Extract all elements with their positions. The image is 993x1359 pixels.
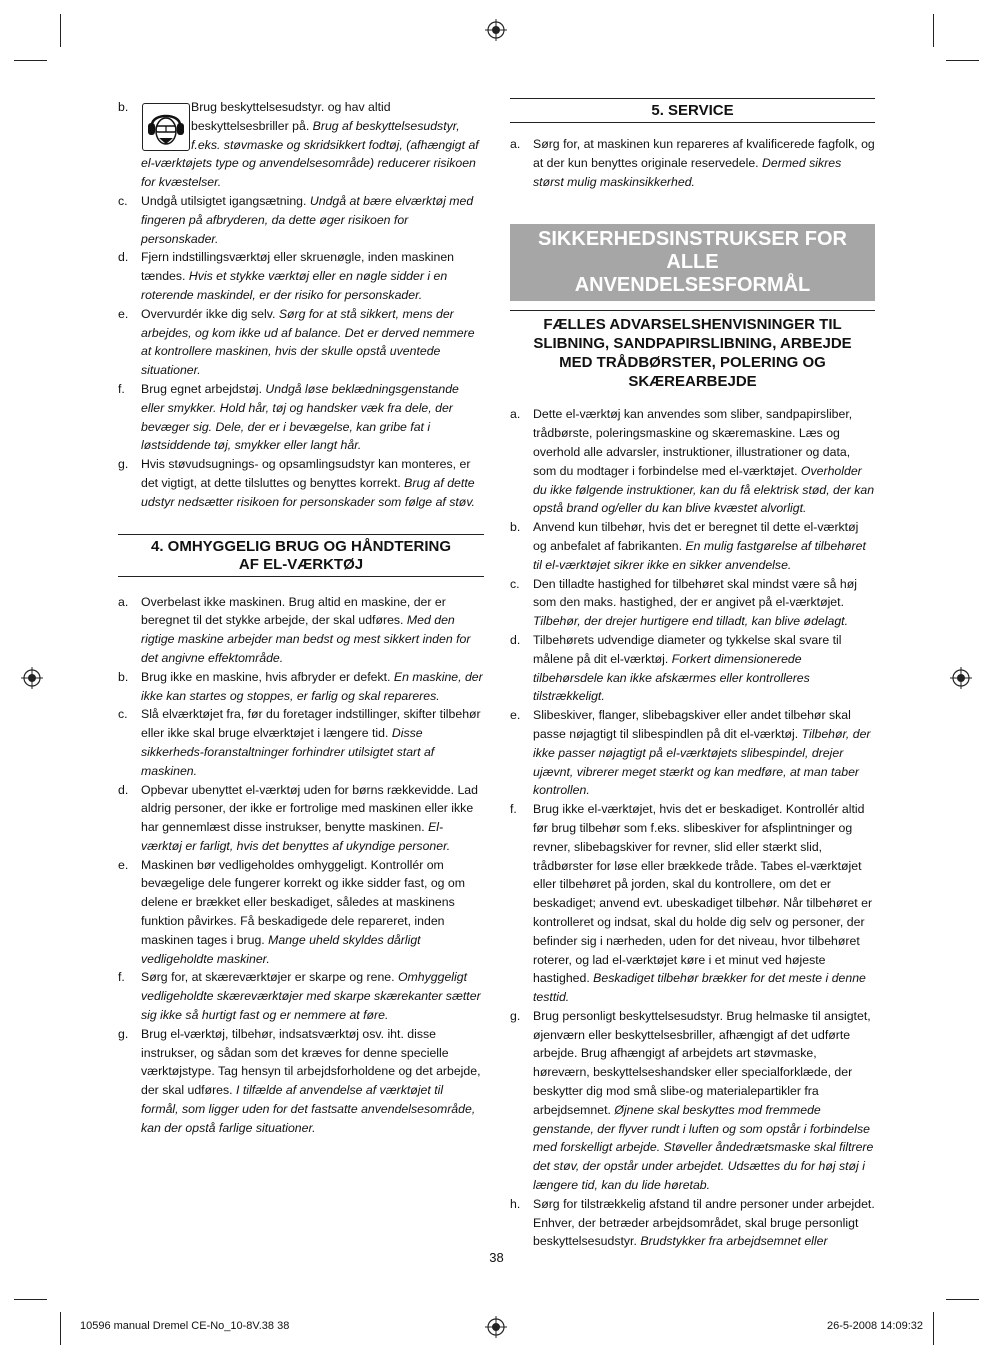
list-item: c. Slå elværktøjet fra, før du foretager indstillinger, skifter tilbehør eller ikke skal bruge elværktøjet i længere tid. Disse sikkerheds-foranstaltninger forhindrer utilsigtet start af maskinen. [118,707,481,778]
registration-mark-icon [485,19,507,41]
section-4-heading: 4. OMHYGGELIG BRUG OG HÅNDTERING AF EL-VÆRKTØJ [118,534,484,577]
list-item: c. Undgå utilsigtet igangsætning. Undgå at bære elværktøj med fingeren på afbryderen, da dette øger risikoen for personskader. [118,193,474,246]
list-item: a. Overbelast ikke maskinen. Brug altid en maskine, der er beregnet til det stykke arbejde, der skal udføres. Med den rigtige maskine arbejder man bedst og mest sikkert inden for det angivne effektområde. [118,594,471,665]
list-item: g. Brug el-værktøj, tilbehør, indsatsværktøj osv. iht. disse instrukser, og sådan som det kræves for denne specielle værktøjstype. Tag hensyn til arbejdsforholdene og det arbejde, der skal udføres. I tilfælde af anvendelse af værktøjet til formål, som ligger uden for det fastsatte anvendelsesområde, kan der opstå farlige situationer. [118,1026,481,1135]
general-warnings-heading: FÆLLES ADVARSELSHENVISNINGER TIL SLIBNING, SANDPAPIRSLIBNING, ARBEJDE MED TRÅDBØRSTER, POLERING OG SKÆREARBEJDE [510,310,875,391]
crop-mark [60,1312,61,1345]
crop-mark [933,1312,934,1345]
list-item: g. Brug personligt beskyttelsesudstyr. Brug helmaske til ansigtet, øjenværn eller beskyttelsesbriller, afhængigt af det udførte arbejde. Brug afhængigt af arbejdets art støvmaske, høreværn, beskyttelseshandsker eller specialforklæde, der beskytter dig mod små slibe-og materialepartikler fra arbejdsemnet. Øjnene skal beskyttes mod fremmede genstande, der flyver rundt i luften og som opstår i forbindelse med forskelligt arbejde. Støveller åndedrætsmaske skal filtrere det støv, der opstår under arbejdet. Udsættes du for høj støj i længere tid, kan du lide høretab. [510,1008,874,1193]
footer-right: 26-5-2008 14:09:32 [826,1320,923,1332]
crop-mark [933,14,934,47]
list-item: d. Opbevar ubenyttet el-værktøj uden for børns rækkevidde. Lad aldrig personer, der ikke er fortrolige med maskinen eller ikke har gennemlæst disse instrukser, benytte maskinen. El-værktøj er farligt, hvis det benyttes af ukyndige personer. [118,782,478,853]
list-item: b. Brug ikke en maskine, hvis afbryder er defekt. En maskine, der ikke kan startes og stoppes, er farlig og skal repareres. [118,669,483,703]
list-item: e. Slibeskiver, flanger, slibebagskiver eller andet tilbehør skal passe nøjagtigt til slibespindlen på dit el-værktøj. Tilbehør, der ikke passer nøjagtigt på el-værktøjets slibespindel, drejer ujævnt, vibrerer meget stærkt og kan medføre, at man taber kontrollen. [510,708,871,798]
list-item: f. Sørg for, at skæreværktøjer er skarpe og rene. Omhyggeligt vedligeholdte skæreværktøjer med skarpe skærekanter sætter sig ikke så hurtigt fast og er nemmere at føre. [118,970,481,1023]
list-item: g. Hvis støvudsugnings- og opsamlingsudstyr kan monteres, er det vigtigt, at dette tilsluttes og benyttes korrekt. Brug af dette udstyr nedsætter risikoen for personskader som følge af støv. [118,457,475,509]
list-item: f. Brug ikke el-værktøjet, hvis det er beskadiget. Kontrollér altid før brug tilbehør som f.eks. slibeskiver for afsplintninger og revner, slibebagskiver for revner, slid eller stærkt slid, trådbørster for løse eller brækkede tråde. Tabes el-værktøjet eller tilbehøret på jorden, skal du kontrollere, om det er beskadiget; anvend evt. ubeskadiget tilbehør. Når tilbehøret er kontrolleret og indsat, skal du holde dig selv og personer, der befinder sig i nærheden, uden for det niveau, hvor tilbehøret roterer, og lad el-værktøjet køre i et minut ved højeste hastighed. Beskadiget tilbehør brækker for det meste i denne testtid. [510,802,873,1005]
list-item: e. Maskinen bør vedligeholdes omhyggeligt. Kontrollér om bevægelige dele fungerer korrekt og ikke sidder fast, og om delene er brækket eller beskadiget, således at maskinens funktion påvirkes. Få beskadigede dele repareret, inden maskinen tages i brug. Mange uheld skyldes dårligt vedligeholdte maskiner. [118,857,465,966]
list-item: f. Brug egnet arbejdstøj. Undgå løse beklædningsgenstande eller smykker. Hold hår, tøj og handsker væk fra dele, der bevæger sig. Dele, der er i bevægelse, kan gribe fat i løstsiddende tøj, smykker eller langt hår. [118,381,459,453]
crop-mark [60,14,61,47]
registration-mark-icon [21,667,43,689]
page-number: 38 [489,1250,504,1265]
list-item: d. Fjern indstillingsværktøj eller skruenøgle, inden maskinen tændes. Hvis et stykke værktøj eller en nøgle sidder i en roterende maskindel, er der risiko for personskader. [118,250,455,302]
registration-mark-icon [950,667,972,689]
list-item: h. Sørg for tilstrækkelig afstand til andre personer under arbejdet. Enhver, der betræder arbejdsområdet, skal bruge personligt beskyttelsesudstyr. Brudstykker fra arbejdsemnet eller [510,1196,875,1249]
list-item: e. Overvurdér ikke dig selv. Sørg for at stå sikkert, mens der arbejdes, og kom ikke ud af balance. Det er derved nemmere at kontrollere maskinen, hvis der skulle opstå uventede situationer. [118,306,475,378]
list-item: b. Anvend kun tilbehør, hvis det er beregnet til dette el-værktøj og anbefalet af fabrikanten. En mulig fastgørelse af tilbehøret til el-værktøjet sikrer ikke en sikker anvendelse. [510,520,866,572]
list-item: a. Dette el-værktøj kan anvendes som sliber, sandpapirsliber, trådbørste, poleringsmaskine og skæremaskine. Læs og overhold alle advarsler, instruktioner, illustrationer og data, som du modtager i forbindelse med el-værktøjet. Overholder du ikke følgende instruktioner, kan du få elektrisk stød, der kan opstå brand og/eller du kan blive kvæstet alvorligt. [510,407,875,516]
list-item: b. Brug beskyttelsesudstyr. og hav altid beskyttelsesbriller på. Brug af beskyttelsesudstyr, f.eks. støvmaske og skridsikkert fodtøj, (afhængigt af el-værktøjets type og anvendelsesområde) reducerer risikoen for kvæstelser. [118,100,479,190]
service-heading: 5. SERVICE [510,98,875,123]
crop-mark [946,60,979,61]
crop-mark [14,1299,47,1300]
safety-banner: SIKKERHEDSINSTRUKSER FOR ALLE ANVENDELSESFORMÅL [510,224,875,301]
list-item: a. Sørg for, at maskinen kun repareres af kvalificerede fagfolk, og at der kun benyttes originale reservedele. Dermed sikres størst mulig maskinsikkerhed. [510,137,875,189]
right-column [510,98,875,1251]
footer-left: 10596 manual Dremel CE-No_10-8V.38 38 [80,1320,290,1332]
crop-mark [14,60,47,61]
list-item: c. Den tilladte hastighed for tilbehøret skal mindst være så høj som den maks. hastighed, der er angivet på el-værktøjet. Tilbehør, der drejer hurtigere end tilladt, kan blive ødelagt. [510,576,857,629]
list-item: d. Tilbehørets udvendige diameter og tykkelse skal svare til målene på dit el-værktøj. Forkert dimensionerede tilbehørsdele kan ikke afskærmes eller kontrolleres tilstrækkeligt. [510,632,842,704]
left-column [118,98,484,1138]
icon-spacer [141,98,191,154]
registration-mark-icon [485,1316,507,1338]
crop-mark [946,1299,979,1300]
